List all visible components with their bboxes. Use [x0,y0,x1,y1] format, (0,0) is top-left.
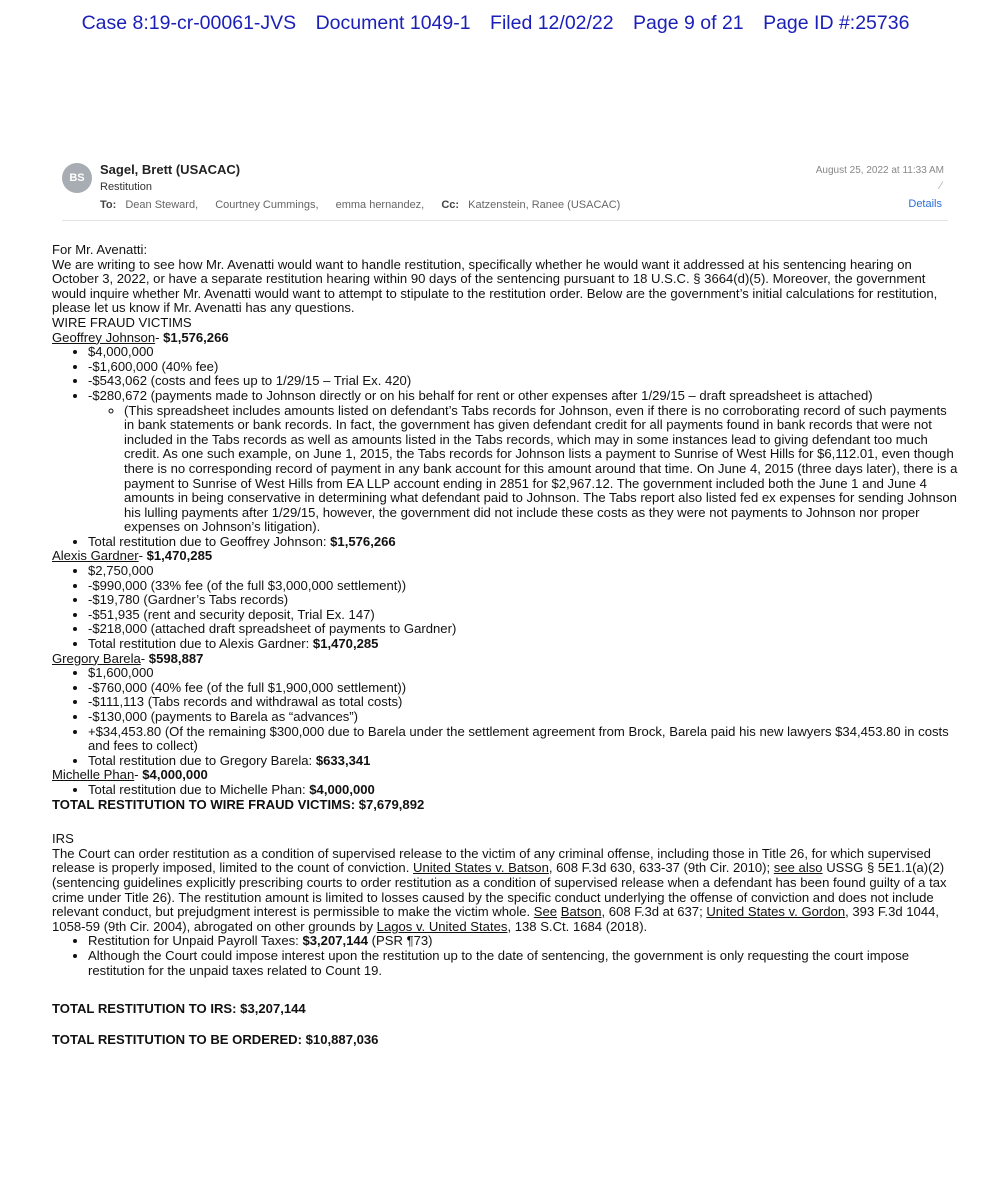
total-amount: $4,000,000 [309,781,375,797]
document-number: Document 1049-1 [315,12,471,34]
signal: See [533,904,558,920]
total-label: TOTAL RESTITUTION TO IRS: [52,1001,241,1017]
list-item: • $4,000,000 [88,345,958,360]
victim-name: Alexis Gardner [52,548,139,564]
phan-list [52,783,958,798]
list-item: • -$51,935 (rent and security deposit, Trial Ex. 147) [88,608,958,623]
greeting: For Mr. Avenatti: [52,242,148,257]
victim-amount: $598,887 [148,650,204,666]
recipient: emma hernandez, [335,199,425,211]
total-label: TOTAL RESTITUTION TO BE ORDERED: [52,1031,306,1047]
wire-fraud-total [52,798,958,813]
text: Restitution for Unpaid Payroll Taxes: [88,933,303,949]
list-item: • -$1,600,000 (40% fee) [88,360,958,375]
victim-heading-gardner: Alexis Gardner- $1,470,285 [52,548,213,564]
recipients-row [100,199,620,211]
case-number: Case 8:19-cr-00061-JVS [81,12,297,34]
total-item [88,754,958,769]
victim-heading-phan: Michelle Phan- $4,000,000 [52,767,208,783]
total-label: Total restitution due to Gregory Barela: [88,752,316,768]
list-item [88,389,958,535]
total-label: Total restitution due to Geoffrey Johnson: [88,533,331,549]
intro-paragraph: We are writing to see how Mr. Avenatti would want to handle restitution, specifically whether he would want it addressed at his sentencing hearing on October 3, 2022, or have a separate restitution hearing within 90 days of the sentencing pursuant to 18 U.S.C. § 3664(d)(5). Moreover, the government would inquire whether Mr. Avenatti would want to attempt to stipulate to the restitution order. Below are the government’s initial calculations for restitution, please let us know if Mr. Avenatti has any questions. [52,256,938,316]
list-item: • $1,600,000 [88,666,958,681]
victim-amount: $1,576,266 [163,329,229,345]
text: USSG § 5E1.1(a)(2) (sentencing guidelines explicitly prescribing courts to order restitution as a condition of supervised release when a defendant has been found guilty of a tax crime under Title 26). The restitution amount is limited to losses caused by the specific conduct underlying the offense of conviction and does not include relevant conduct, but prejudgment interest is permissible to make the victim whole. [52,860,947,920]
gardner-list [52,564,958,652]
list-item: • -$990,000 (33% fee (of the full $3,000,000 settlement)) [88,579,958,594]
details-link[interactable]: Details [908,198,942,210]
case-citation: United States v. Batson [413,860,549,876]
victim-name: Gregory Barela [52,650,141,666]
victim-heading-barela: Gregory Barela- $598,887 [52,650,204,666]
text: , 608 F.3d 630, 633-37 (9th Cir. 2010); [548,860,774,876]
victim-name: Michelle Phan [52,767,135,783]
text: The Court can order restitution as a condition of supervised release to the victim of any criminal offense, including those in Title 26, for which supervised release is properly imposed, limited to the count of conviction. [52,845,931,876]
johnson-sublist [88,404,958,535]
text: , 138 S.Ct. 1684 (2018). [507,918,648,934]
barela-list [52,666,958,768]
list-item: • -$543,062 (costs and fees up to 1/29/15 – Trial Ex. 420) [88,374,958,389]
irs-heading: IRS [52,831,74,847]
email-header [62,160,948,221]
total-amount: $1,576,266 [330,533,396,549]
wire-fraud-heading: WIRE FRAUD VICTIMS [52,314,192,330]
irs-total [52,1002,958,1017]
page-number: Page 9 of 21 [633,12,744,34]
total-amount: $3,207,144 [240,1001,306,1017]
page-id: Page ID #:25736 [763,12,910,34]
case-citation: Batson [560,904,602,920]
signal: see also [773,860,823,876]
total-amount: $1,470,285 [312,636,379,652]
list-item: • -$111,113 (Tabs records and withdrawal as total costs) [88,695,958,710]
total-item [88,637,958,652]
total-item [88,535,958,550]
total-label: Total restitution due to Michelle Phan: [88,781,310,797]
to-label: To: [100,199,117,211]
johnson-list [52,345,958,549]
text: , 393 F.3d 1044, 1058-59 (9th Cir. 2004), abrogated on other grounds by [52,904,940,934]
recipient: Courtney Cummings, [215,199,319,211]
victim-heading-johnson: Geoffrey Johnson- $1,576,266 [52,329,229,345]
victim-amount: $1,470,285 [146,548,213,564]
list-item: • -$19,780 (Gardner’s Tabs records) [88,593,958,608]
list-item [88,934,958,949]
total-label: TOTAL RESTITUTION TO WIRE FRAUD VICTIMS [52,796,351,812]
victim-amount: $4,000,000 [142,767,208,783]
list-item: • -$760,000 (40% fee (of the full $1,900,000 settlement)) [88,681,958,696]
amount: $3,207,144 [302,933,369,949]
cc-label: Cc: [441,199,460,211]
case-citation: United States v. Gordon [706,904,846,920]
email-body [52,243,958,1047]
list-item: • $2,750,000 [88,564,958,579]
list-item: • -$130,000 (payments to Barela as “advances”) [88,710,958,725]
email-subject: Restitution [100,181,152,193]
irs-list [52,934,958,978]
irs-paragraph [52,847,958,935]
grand-total [52,1033,958,1048]
cc-recipient: Katzenstein, Ranee (USACAC) [468,199,621,211]
text: (PSR ¶73) [368,933,433,949]
total-amount: $10,887,036 [305,1031,379,1047]
recipient: Dean Steward, [125,199,199,211]
total-amount: : $7,679,892 [350,796,425,812]
sub-list-item: ◦ (This spreadsheet includes amounts listed on defendant’s Tabs records for Johnson, even if there is no corroborating record of such payments in bank statements or bank records. In fact, the government has given defendant credit for all payments found in bank records that were not included in the Tabs records as well as amounts listed in the Tabs records, which may in some instances lead to giving defendant too much credit. As one such example, on June 1, 2015, the Tabs records for Johnson lists a payment to Sunrise of West Hills for $6,112.01, even though there is no corresponding record of payment in any bank account for this amount around that time. On June 4, 2015 (three days later), there is a payment to Sunrise of West Hills from EA LLP account ending in 2851 for $2,967.12. The government included both the June 1 and June 4 amounts in being conservative in determining what defendant paid to Johnson. The Tabs report also listed fed ex expenses for sending Johnson his lulling payments after 1/29/15, however, the government did not include these costs as they were not payments to Johnson nor proper expenses on Johnson’s litigation). [124,404,958,535]
total-item [88,783,958,798]
list-item: • Although the Court could impose interest upon the restitution up to the date of sentencing, the government is only requesting the court impose restitution for the unpaid taxes related to Count 19. [88,949,958,978]
total-label: Total restitution due to Alexis Gardner: [88,636,313,652]
sender-name: Sagel, Brett (USACAC) [100,162,241,177]
case-citation: Lagos v. United States [376,918,508,934]
text: , 608 F.3d at 637; [601,904,707,920]
total-amount: $633,341 [315,752,371,768]
filed-date: Filed 12/02/22 [490,12,614,34]
paperclip-icon: ∕ [940,180,942,192]
avatar: BS [62,163,92,193]
list-item-text: -$280,672 (payments made to Johnson directly or on his behalf for rent or other expenses after 1/29/15 – draft spreadsheet is attached) [88,387,873,403]
court-header [0,12,991,35]
email-date: August 25, 2022 at 11:33 AM [815,165,944,176]
victim-name: Geoffrey Johnson [52,329,156,345]
list-item: • -$218,000 (attached draft spreadsheet of payments to Gardner) [88,622,958,637]
list-item: • +$34,453.80 (Of the remaining $300,000 due to Barela under the settlement agreement from Brock, Barela paid his new lawyers $34,453.80 in costs and fees to collect) [88,725,958,754]
